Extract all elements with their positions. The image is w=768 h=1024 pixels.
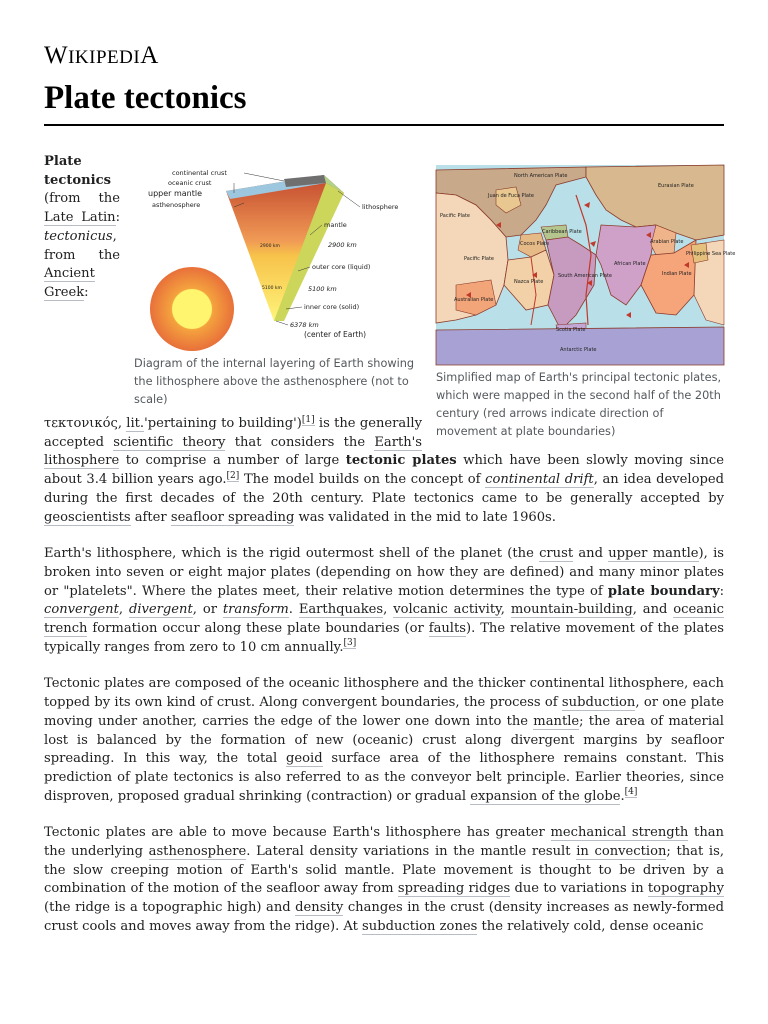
link-seafloor-spreading[interactable]: seafloor spreading <box>170 509 295 525</box>
label-african-plate: African Plate <box>614 261 646 267</box>
link-continental-drift[interactable]: continental drift <box>485 472 594 488</box>
link-earthquakes[interactable]: Earthquakes <box>298 602 384 618</box>
figure-earth-layers <box>134 161 422 409</box>
paragraph-plate-motion: Tectonic plates are able to move because Earth's lithosphere has greater mechanical strength than the underlying asthenosphere. Lateral density variations in the mantle result in convection; that is, the slow creeping motion of Earth's solid mantle. Plate movement is thought to be driven by a combination of the motion of the seafloor away from spreading ridges due to variations in topography (the ridge is a topographic high) and density changes in the crust (density increases as newly-formed crust cools and moves away from the ridge). At subduction zones the relatively cold, dense oceanic <box>44 825 724 934</box>
label-pacific-plate-center: Pacific Plate <box>464 256 494 262</box>
link-mountain-building[interactable]: mountain-building <box>510 602 633 618</box>
label-cocos-plate: Cocos Plate <box>520 241 550 247</box>
link-oceanic-trench[interactable]: oceanic trench <box>44 602 725 637</box>
ref-2[interactable]: [2] <box>226 470 240 481</box>
label-outer-core: outer core (liquid) <box>312 263 371 271</box>
link-upper-mantle[interactable]: upper mantle <box>608 546 699 562</box>
plate-map-caption: Simplified map of Earth's principal tectonic plates, which were mapped in the second half of the 20th century (red arrows indicate direction of movement at plate boundaries) <box>436 371 722 438</box>
link-lit[interactable]: lit. <box>126 416 145 431</box>
page-title: Plate tectonics <box>44 80 247 116</box>
label-south-american-plate: South American Plate <box>558 273 613 279</box>
wikipedia-wordmark[interactable]: WIKIPEDIA <box>44 42 159 69</box>
label-upper-mantle: upper mantle <box>148 189 203 198</box>
label-north-american-plate: North American Plate <box>514 173 568 179</box>
figure-plate-map <box>436 165 736 441</box>
link-in-convection[interactable]: in convection <box>576 844 667 860</box>
link-geoscientists[interactable]: geoscientists <box>44 509 131 525</box>
label-juan-de-fuca-plate: Juan de Fuca Plate <box>488 193 534 199</box>
label-inner-core: inner core (solid) <box>304 303 360 311</box>
label-indian-plate: Indian Plate <box>662 271 692 277</box>
link-mechanical-strength[interactable]: mechanical strength <box>550 825 689 841</box>
label-philippine-sea-plate: Philippine Sea Plate <box>686 251 736 257</box>
link-density[interactable]: density <box>295 900 344 916</box>
label-nazca-plate: Nazca Plate <box>514 279 544 285</box>
link-topography[interactable]: topography <box>647 881 724 897</box>
link-divergent[interactable]: divergent <box>128 602 193 618</box>
link-convergent[interactable]: convergent <box>44 602 119 618</box>
link-lithosphere[interactable]: lithosphere <box>44 453 120 469</box>
label-eurasian-plate: Eurasian Plate <box>658 183 694 189</box>
link-earths[interactable]: Earth's <box>374 434 422 450</box>
link-faults[interactable]: faults <box>428 621 466 637</box>
title-divider <box>44 124 724 126</box>
label-antarctic-plate: Antarctic Plate <box>560 347 597 353</box>
ref-1[interactable]: [1] <box>301 414 315 425</box>
label-lithosphere: lithosphere <box>362 203 399 211</box>
paragraph-lithosphere: Earth's lithosphere, which is the rigid outermost shell of the planet (the crust and upper mantle), is broken into seven or eight major plates (depending on how they are defined) and many minor plates or "platelets". Where the plates meet, their relative motion determines the type of plate boundary: convergent, divergent, or transform. Earthquakes, volcanic activity, mountain-building, and oceanic trench formation occur along these plate boundaries (or faults). The relative movement of the plates typically ranges from zero to 10 cm annually.[3] <box>44 546 725 655</box>
label-mantle: mantle <box>324 221 347 229</box>
label-inner-5100: 5100 km <box>262 286 282 291</box>
link-crust[interactable]: crust <box>539 546 574 562</box>
label-scotia-plate: Scotia Plate <box>556 327 586 333</box>
paragraph-plates-composition: Tectonic plates are composed of the oceanic lithosphere and the thicker continental lithosphere, each topped by its own kind of crust. Along convergent boundaries, the process of subduction, or one plate moving under another, carries the edge of the lower one down into the mantle; the area of material lost is balanced by the formation of new (oceanic) crust along divergent margins by seafloor spreading. In this way, the total geoid surface area of the lithosphere remains constant. This prediction of plate tectonics is also referred to as the conveyor belt principle. Earlier theories, since disproven, proposed gradual shrinking (contraction) or gradual expansion of the globe.[4] <box>44 676 724 804</box>
label-inner-2900: 2900 km <box>260 244 280 249</box>
label-center-of-earth: (center of Earth) <box>304 330 367 339</box>
link-subduction-zones[interactable]: subduction zones <box>362 918 478 934</box>
paragraph-intro: Plate tectonics (from the Late Latin: tectonicus, from the Ancient Greek: τεκτονικός, lit.'pertaining to building')[1] is the generally accepted scientific theory that considers the Earth's lithosphere to comprise a number of large tectonic plates which have been slowly moving since about 3.4 billion years ago.[2] The model builds on the concept of continental drift, an idea developed during the first decades of the 20th century. Plate tectonics came to be generally accepted by geoscientists after seafloor spreading was validated in the mid to late 1960s. <box>44 154 724 525</box>
article-body <box>44 153 736 955</box>
label-australian-plate: Australian Plate <box>454 297 494 303</box>
earth-layers-caption: Diagram of the internal layering of Earth showing the lithosphere above the asthenosphere (not to scale) <box>134 357 415 406</box>
label-2900km: 2900 km <box>328 241 357 249</box>
link-scientific-theory[interactable]: scientific theory <box>113 434 226 450</box>
link-expansion-of-the-globe[interactable]: expansion of the globe <box>470 788 621 804</box>
link-late-latin[interactable]: Late Latin <box>44 210 116 226</box>
link-transform[interactable]: transform <box>222 602 289 618</box>
label-caribbean-plate: Caribbean Plate <box>542 229 582 235</box>
label-continental-crust: continental crust <box>172 169 227 177</box>
label-asthenosphere: asthenosphere <box>152 201 201 209</box>
link-asthenosphere[interactable]: asthenosphere <box>148 844 247 860</box>
earth-layers-diagram[interactable] <box>134 161 422 351</box>
plate-map-image[interactable] <box>436 165 736 365</box>
label-oceanic-crust: oceanic crust <box>168 179 212 187</box>
link-spreading-ridges[interactable]: spreading ridges <box>397 881 511 897</box>
label-5100km: 5100 km <box>308 285 337 293</box>
link-volcanic-activity[interactable]: volcanic activity <box>393 602 501 618</box>
label-6378km: 6378 km <box>290 321 319 329</box>
label-pacific-plate-left: Pacific Plate <box>440 213 470 219</box>
ref-3[interactable]: [3] <box>343 638 357 649</box>
label-arabian-plate: Arabian Plate <box>650 239 684 245</box>
link-ancient-greek[interactable]: Ancient Greek <box>44 266 95 300</box>
link-subduction[interactable]: subduction <box>561 695 636 711</box>
ref-4[interactable]: [4] <box>624 787 638 798</box>
link-mantle[interactable]: mantle <box>533 713 580 729</box>
link-geoid[interactable]: geoid <box>286 751 323 767</box>
